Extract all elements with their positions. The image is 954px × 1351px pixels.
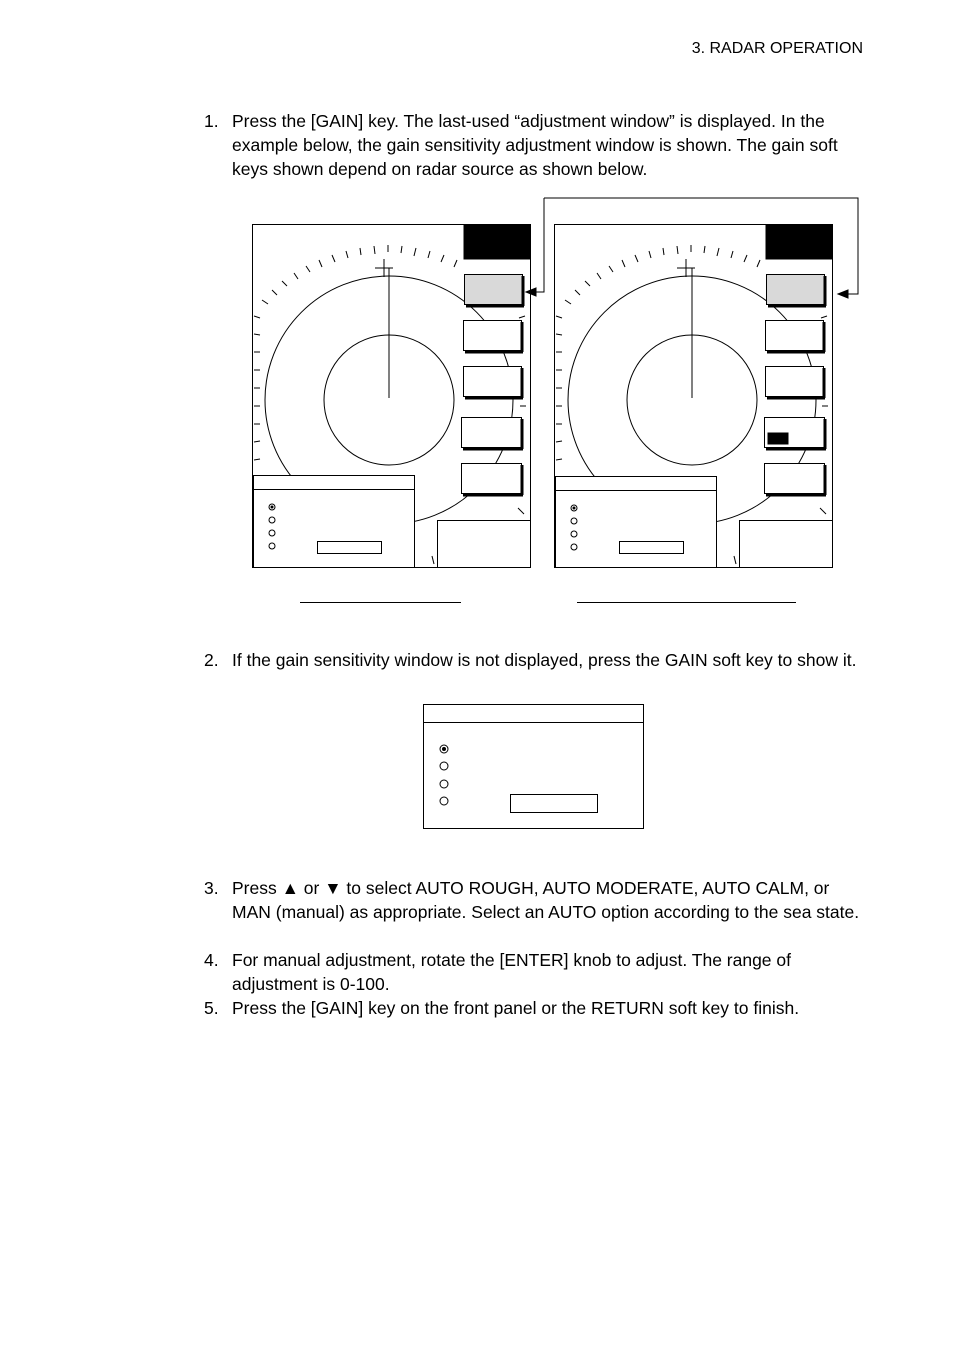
step-text: For manual adjustment, rotate the [ENTER] knob to adjust. The range of adjustment is 0-100.: [232, 950, 792, 994]
step-4: [204, 948, 864, 996]
step-number: 5.: [204, 998, 219, 1018]
step-5: [204, 996, 864, 1020]
gain-window: [424, 705, 644, 829]
step-number: 4.: [204, 950, 219, 970]
step-3: [204, 876, 864, 924]
step-text: Press the [GAIN] key. The last-used “adjustment window” is displayed. In the example below, the gain sensitivity adjustment window is shown. The gain soft keys shown depend on radar source as shown below.: [232, 111, 838, 179]
section-header: 3. RADAR OPERATION: [691, 40, 863, 57]
step-text: Press ▲ or ▼ to select AUTO ROUGH, AUTO MODERATE, AUTO CALM, or MAN (manual) as appropriate. Select an AUTO option according to the sea state.: [232, 878, 860, 922]
step-text: If the gain sensitivity window is not displayed, press the GAIN soft key to show it.: [232, 650, 857, 670]
step-number: 3.: [204, 878, 219, 898]
step-text: Press the [GAIN] key on the front panel or the RETURN soft key to finish.: [232, 998, 800, 1018]
step-number: 2.: [204, 650, 219, 670]
step-number: 1.: [204, 111, 219, 131]
